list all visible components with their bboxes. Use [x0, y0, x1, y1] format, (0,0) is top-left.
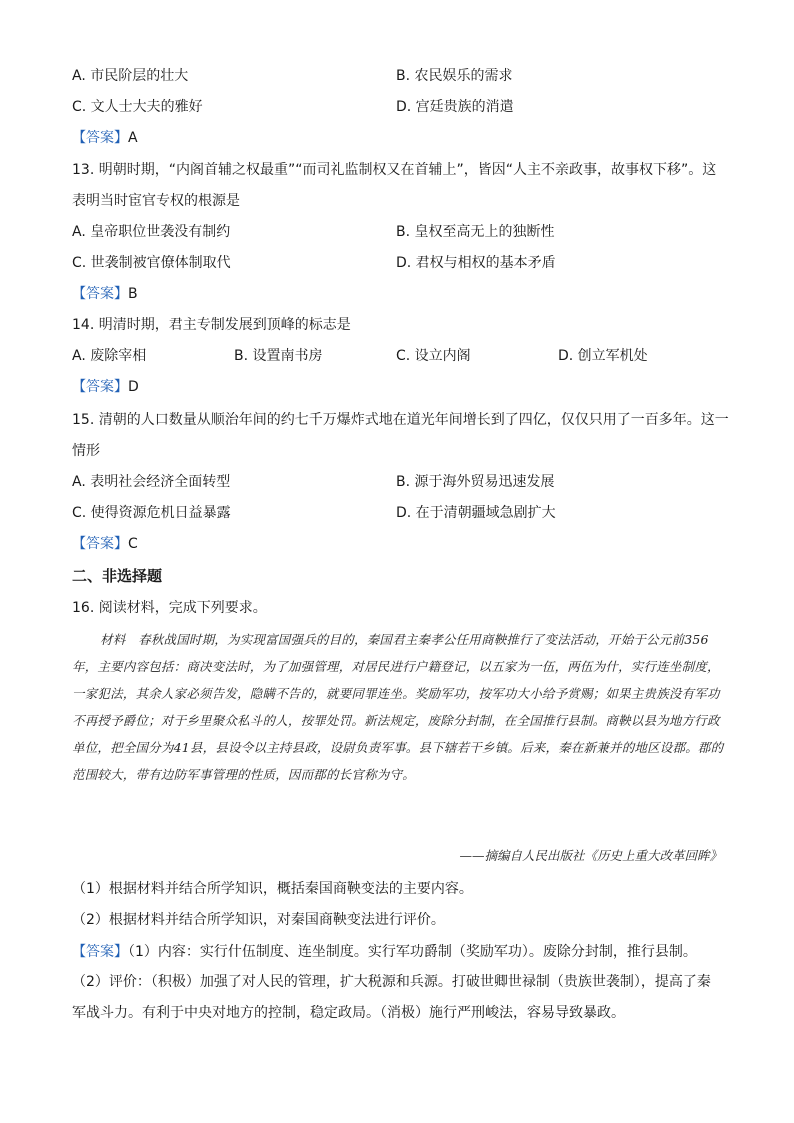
q14-option-a: A. 废除宰相	[72, 348, 147, 364]
answer-value: D	[128, 379, 139, 395]
q13-option-d: D. 君权与相权的基本矛盾	[396, 255, 556, 271]
q14-answer	[72, 377, 139, 397]
section-title: 二、非选择题	[72, 567, 163, 585]
q14-option-d: D. 创立军机处	[558, 348, 648, 364]
q14-stem: 14. 明清时期，君主专制发展到顶峰的标志是	[72, 317, 351, 333]
q13-option-b: B. 皇权至高无上的独断性	[396, 224, 555, 240]
answer-key-label: 【答案】	[72, 379, 128, 395]
q15-option-a: A. 表明社会经济全面转型	[72, 474, 231, 490]
q13-option-a: A. 皇帝职位世袭没有制约	[72, 224, 231, 240]
q13-option-c: C. 世袭制被官僚体制取代	[72, 255, 231, 271]
q16-stem: 16. 阅读材料，完成下列要求。	[72, 600, 267, 616]
answer-key-label: 【答案】	[72, 130, 128, 146]
q16-source: ——摘编自人民出版社《历史上重大改革回眸》	[459, 848, 722, 863]
q12-option-b: B. 农民娱乐的需求	[396, 68, 513, 84]
answer-key-label: 【答案】	[72, 536, 128, 552]
q14-option-b: B. 设置南书房	[234, 348, 323, 364]
q16-requirement-2: （2）根据材料并结合所学知识，对秦国商鞅变法进行评价。	[72, 912, 445, 928]
q15-answer	[72, 534, 138, 554]
q16-answer-part-2: （2）评价：（积极）加强了对人民的管理，扩大税源和兵源。打破世卿世禄制（贵族世袭制），提高了秦军战斗力。有利于中央对地方的控制，稳定政局。（消极）施行严刑峻法，容易导致暴政。	[72, 974, 711, 1021]
answer-value: C	[128, 536, 138, 552]
q15-stem-line2: 情形	[72, 443, 100, 459]
q16-answer	[72, 942, 697, 962]
q12-option-a: A. 市民阶层的壮大	[72, 68, 189, 84]
q13-stem-line1: 13. 明朝时期，“内阁首辅之权最重”“而司礼监制权又在首辅上”，皆因“人主不亲政事，故事权下移”。这	[72, 162, 717, 178]
answer-value: A	[128, 130, 138, 146]
q15-option-b: B. 源于海外贸易迅速发展	[396, 474, 555, 490]
answer-value: B	[128, 286, 138, 302]
q14-option-c: C. 设立内阁	[396, 348, 471, 364]
answer-key-label: 【答案】	[72, 944, 128, 960]
answer-key-label: 【答案】	[72, 286, 128, 302]
q12-answer	[72, 128, 138, 148]
q13-stem-line2: 表明当时宦官专权的根源是	[72, 193, 240, 209]
answer-part-1: （1）内容：实行什伍制度、连坐制度。实行军功爵制（奖励军功）。废除分封制，推行县制。	[128, 944, 697, 960]
q15-stem-line1: 15. 清朝的人口数量从顺治年间的约七千万爆炸式地在道光年间增长到了四亿，仅仅只用了一百多年。这一	[72, 412, 729, 428]
q12-option-c: C. 文人士大夫的雅好	[72, 99, 203, 115]
q15-option-c: C. 使得资源危机日益暴露	[72, 505, 231, 521]
q15-option-d: D. 在于清朝疆域急剧扩大	[396, 505, 556, 521]
q13-answer	[72, 284, 138, 304]
q16-material: 材料 春秋战国时期，为实现富国强兵的目的，秦国君主秦孝公任用商鞅推行了变法活动，开始于公元前356年，主要内容包括：商决变法时，为了加强管理，对居民进行户籍登记，以五家为一伍，两伍为什，实行连坐制度，一家犯法，其余人家必须告发，隐瞒不告的，就要同罪连坐。奖励军功，按军功大小给予赏赐；如果主贵族没有军功不再授予爵位；对于乡里聚众私斗的人，按罪处罚。新法规定，废除分封制，在全国推行县制。商鞅以县为地方行政单位，把全国分为41县，县设令以主持县政，设尉负责军事。县下辖若干乡镇。后来，秦在新兼并的地区设郡。郡的范围较大，带有边防军事管理的性质，因而郡的长官称为守。	[72, 632, 724, 782]
q12-option-d: D. 宫廷贵族的消遣	[396, 99, 514, 115]
q16-requirement-1: （1）根据材料并结合所学知识，概括秦国商鞅变法的主要内容。	[72, 881, 473, 897]
